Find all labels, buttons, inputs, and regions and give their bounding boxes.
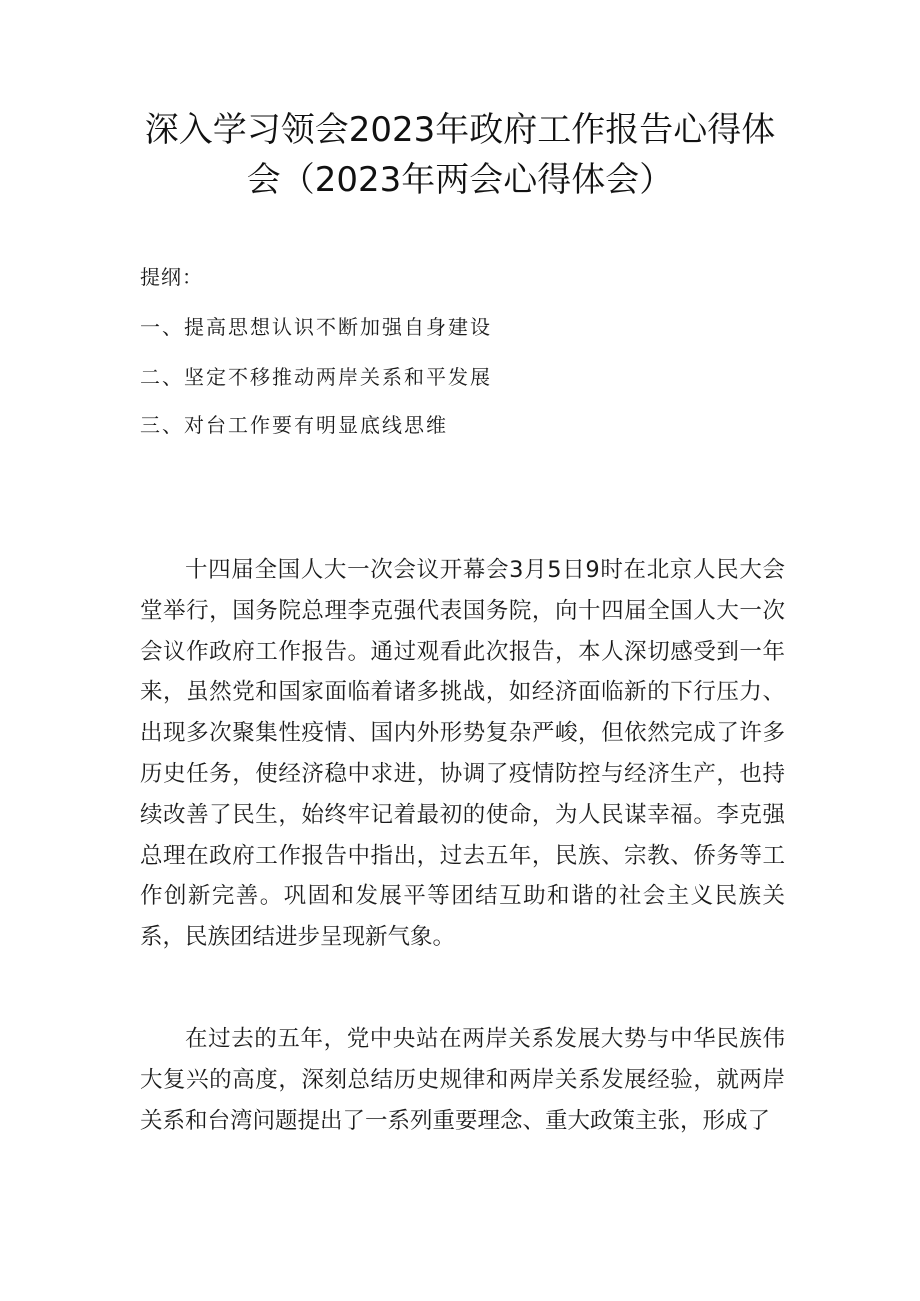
document-title-line-2: 会（2023年两会心得体会） bbox=[246, 160, 674, 200]
outline-heading: 提纲： bbox=[140, 265, 203, 289]
outline-item-1: 一、提高思想认识不断加强自身建设 bbox=[140, 315, 492, 339]
body-paragraph-1: 十四届全国人大一次会议开幕会3月5日9时在北京人民大会堂举行，国务院总理李克强代表国务院，向十四届全国人大一次会议作政府工作报告。通过观看此次报告，本人深切感受到一年来，虽然党和国家面临着诸多挑战，如经济面临新的下行压力、出现多次聚集性疫情、国内外形势复杂严峻，但依然完成了许多历史任务，使经济稳中求进，协调了疫情防控与经济生产，也持续改善了民生，始终牢记着最初的使命，为人民谋幸福。李克强总理在政府工作报告中指出，过去五年，民族、宗教、侨务等工作创新完善。巩固和发展平等团结互助和谐的社会主义民族关系，民族团结进步呈现新气象。 bbox=[140, 557, 785, 951]
outline-item-2: 二、坚定不移推动两岸关系和平发展 bbox=[140, 365, 492, 389]
outline-item-3: 三、对台工作要有明显底线思维 bbox=[140, 413, 448, 437]
document-title-line-1: 深入学习领会2023年政府工作报告心得体 bbox=[144, 110, 776, 150]
body-paragraph-2: 在过去的五年，党中央站在两岸关系发展大势与中华民族伟大复兴的高度，深刻总结历史规律和两岸关系发展经验，就两岸关系和台湾问题提出了一系列重要理念、重大政策主张，形成了 bbox=[140, 1026, 785, 1134]
